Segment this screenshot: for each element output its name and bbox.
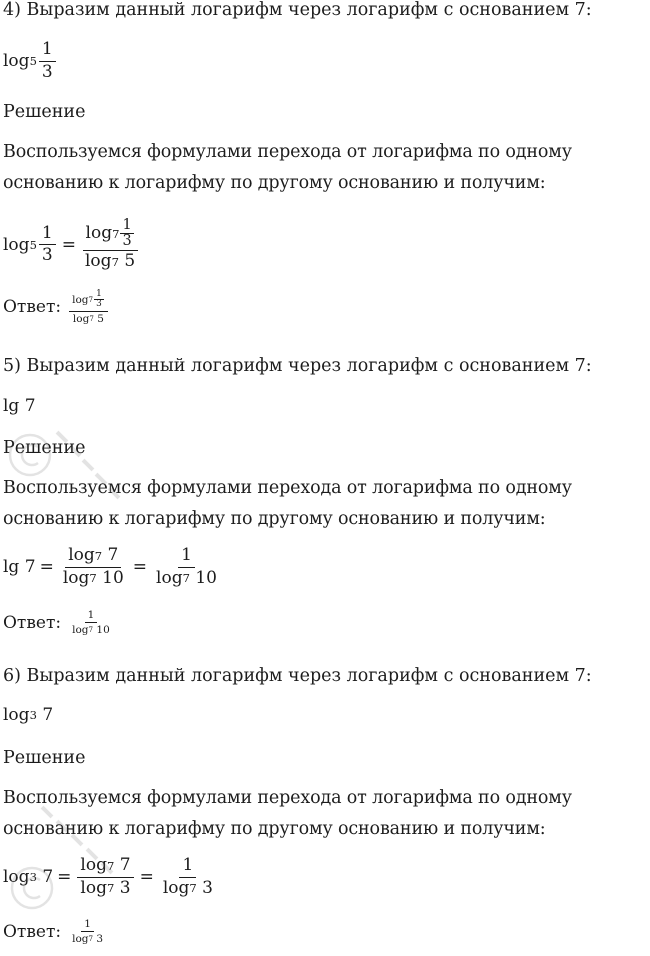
fraction <box>77 856 133 898</box>
answer-label: Ответ: <box>3 297 62 318</box>
task-4-expression: log 5 $\frac{1}{3}$ <box>3 40 58 82</box>
equals-sign: = <box>39 557 54 578</box>
numerator: log 7 7 <box>77 856 133 878</box>
log-word: log <box>3 234 30 255</box>
log-word: log <box>3 867 30 888</box>
numerator: log 7 $\frac{1}{3}$ <box>83 218 138 251</box>
denominator: log 7 3 <box>72 933 104 946</box>
fraction <box>39 224 56 266</box>
equals-sign: = <box>57 867 72 888</box>
equals-sign: = <box>61 234 76 255</box>
task-4-explanation: Воспользуемся формулами перехода от логарифма по одному основанию к логарифму по другому основанию и получим: <box>3 142 572 193</box>
log-word: log <box>72 312 90 325</box>
task-4-solution-label: Решение <box>3 102 86 122</box>
fraction <box>69 290 108 325</box>
log-argument: 10 <box>195 567 217 588</box>
log-word: log <box>72 293 89 306</box>
equals-sign: = <box>132 557 148 578</box>
log-word: log <box>85 222 113 243</box>
log-argument: 3 <box>96 933 104 946</box>
denominator: log 7 3 <box>162 877 213 898</box>
answer-label: Ответ: <box>3 921 62 942</box>
log-argument: 10 <box>102 567 124 588</box>
task-6-heading: 6) Выразим данный логарифм через логарифм с основанием 7: <box>3 666 592 686</box>
log-argument: 7 <box>42 705 54 725</box>
denominator: log 7 5 <box>85 251 136 272</box>
task-6-answer <box>3 918 108 945</box>
inner-fraction <box>120 218 133 249</box>
fraction <box>69 609 113 636</box>
denominator: 3 <box>122 233 132 250</box>
fraction <box>160 856 216 898</box>
numerator: log 7 $\frac{1}{3}$ <box>69 290 108 312</box>
task-5-expression <box>3 396 36 416</box>
denominator: 3 <box>96 299 102 310</box>
log-argument: 7 <box>24 557 36 578</box>
log-word: log <box>80 855 107 875</box>
numerator: 1 <box>39 224 56 246</box>
answer-label: Ответ: <box>3 612 62 633</box>
log-argument: 3 <box>202 877 213 898</box>
task-5-heading: 5) Выразим данный логарифм через логарифм с основанием 7: <box>3 356 592 376</box>
log-word: log <box>3 51 30 72</box>
log-argument: 10 <box>96 624 110 637</box>
numerator: 1 <box>122 217 132 233</box>
inner-fraction <box>94 290 104 310</box>
denominator: log 7 10 <box>156 567 217 588</box>
denominator: log 7 10 <box>72 624 110 637</box>
denominator: log 7 5 <box>72 312 104 325</box>
numerator: 1 <box>39 40 56 62</box>
task-6-formula: log 3 7 = log 7 7 log 7 3 = 1 log 7 3 <box>3 856 218 898</box>
log-argument: 5 <box>124 251 136 272</box>
numerator: 1 <box>96 289 102 299</box>
task-5-answer <box>3 609 115 636</box>
equals-sign: = <box>139 867 154 888</box>
task-4-answer <box>3 290 110 325</box>
log-word: log <box>156 567 183 588</box>
task-6-solution-label: Решение <box>3 748 86 768</box>
log-word: log <box>72 933 89 946</box>
log-argument: 3 <box>119 877 131 898</box>
denominator: 3 <box>41 245 53 266</box>
fraction <box>153 546 220 588</box>
log-word: lg <box>3 557 20 578</box>
log-argument: 7 <box>42 867 54 888</box>
log-argument: 5 <box>97 312 104 325</box>
denominator: 3 <box>41 61 53 82</box>
fraction <box>60 546 127 588</box>
log-argument: 7 <box>119 855 131 875</box>
numerator: 1 <box>81 918 94 932</box>
task-5-explanation: Воспользуемся формулами перехода от логарифма по одному основанию к логарифму по другому основанию и получим: <box>3 478 572 529</box>
log-word: log <box>80 877 107 898</box>
fraction <box>39 40 56 82</box>
log-word: log <box>68 545 95 565</box>
denominator: log 7 3 <box>80 877 131 898</box>
log-argument: 7 <box>24 396 36 416</box>
log-word: log <box>72 624 89 637</box>
log-word: log <box>62 567 90 588</box>
fraction <box>82 218 138 272</box>
log-argument: 7 <box>107 545 119 565</box>
numerator: 1 <box>85 609 98 623</box>
task-5-formula <box>3 546 222 588</box>
task-5-solution-label: Решение <box>3 438 86 458</box>
task-6-explanation: Воспользуемся формулами перехода от логарифма по одному основанию к логарифму по другому основанию и получим: <box>3 788 572 839</box>
fraction <box>69 918 106 945</box>
task-6-expression: log 3 7 <box>3 705 54 725</box>
task-4-formula: log 5 $\frac{1}{3}$ = log 7 $\frac{1}{3}$ log 7 5 <box>3 218 140 272</box>
log-word: log <box>162 877 190 898</box>
numerator: log 7 7 <box>65 546 121 568</box>
denominator: log 7 10 <box>62 567 124 588</box>
numerator: 1 <box>178 546 195 568</box>
log-word: log <box>3 705 30 725</box>
log-word: log <box>85 251 112 272</box>
task-4-heading: 4) Выразим данный логарифм через логарифм с основанием 7: <box>3 0 592 20</box>
log-word: lg <box>3 396 20 416</box>
numerator: 1 <box>179 856 196 878</box>
